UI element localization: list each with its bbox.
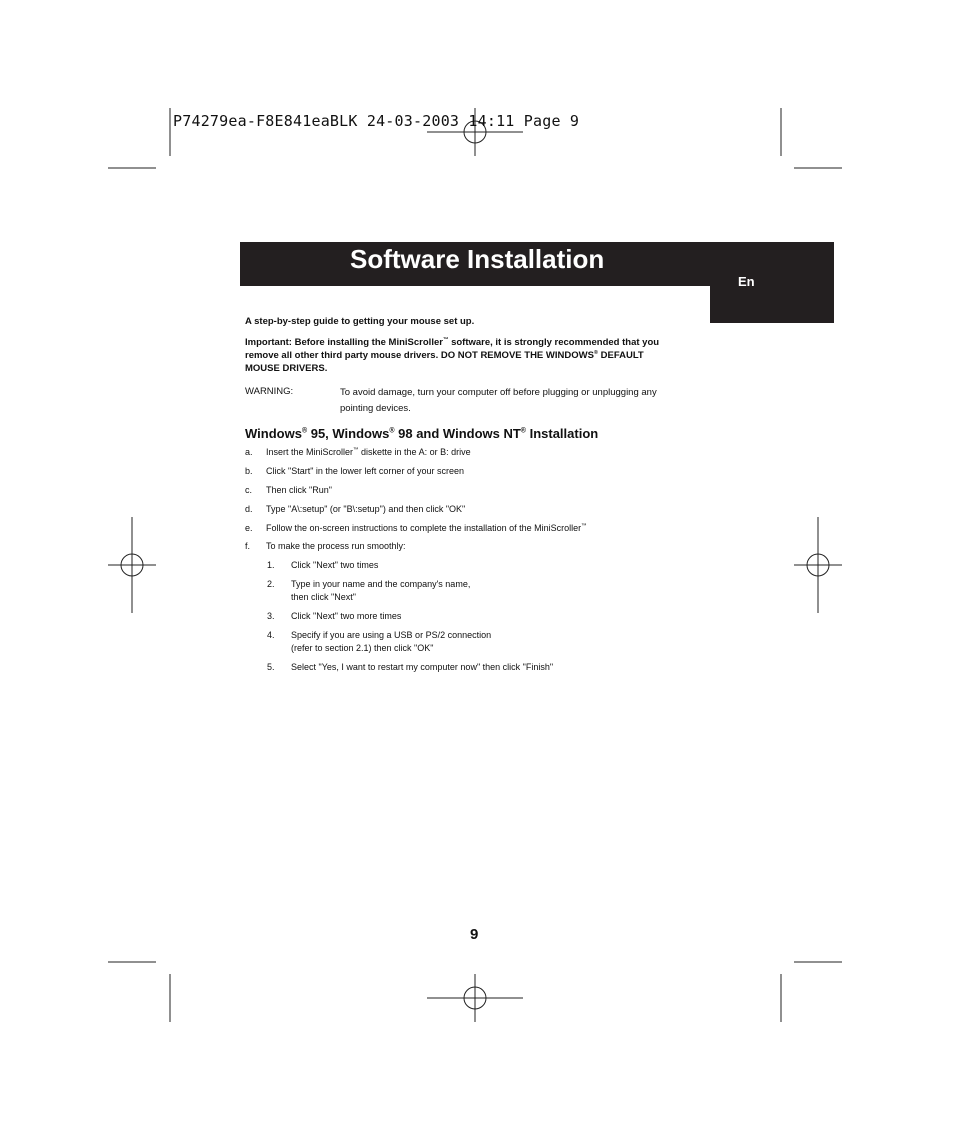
step-text: To make the process run smoothly:	[266, 541, 406, 551]
print-slug: P74279ea-F8E841eaBLK 24-03-2003 14:11 Page 9	[173, 112, 580, 130]
language-tab	[710, 286, 834, 323]
warning-text: To avoid damage, turn your computer off before plugging or unplugging any pointing devices.	[340, 387, 657, 414]
page-title: Software Installation	[350, 244, 605, 274]
intro-text: A step-by-step guide to getting your mouse set up.	[245, 316, 475, 327]
substep-text: Specify if you are using a USB or PS/2 connection (refer to section 2.1) then click "OK"	[291, 630, 492, 653]
important-note: Important: Before installing the MiniScroller™ software, it is strongly recommended that you remove all other third party mouse drivers. DO NOT REMOVE THE WINDOWS® DEFAULT MOUSE DRIVERS.	[245, 336, 660, 374]
step-text: Type "A\:setup" (or "B\:setup") and then click "OK"	[266, 504, 466, 514]
step-letter: b.	[245, 466, 253, 476]
section-heading: Windows® 95, Windows® 98 and Windows NT® Installation	[245, 426, 599, 441]
substep-number: 1.	[267, 560, 275, 570]
substep-number: 5.	[267, 662, 275, 672]
substep-number: 3.	[267, 611, 275, 621]
substep-number: 4.	[267, 630, 275, 640]
registration-mark-left	[108, 517, 156, 613]
substep-number: 2.	[267, 579, 275, 589]
step-letter: e.	[245, 523, 253, 533]
step-text: Insert the MiniScroller™ diskette in the A: or B: drive	[266, 447, 471, 457]
step-text: Click "Start" in the lower left corner of your screen	[266, 466, 464, 476]
substep-text: Type in your name and the company's name, then click "Next"	[291, 579, 471, 602]
substep-text: Click "Next" two more times	[291, 611, 402, 621]
step-text: Follow the on-screen instructions to complete the installation of the MiniScroller™	[266, 523, 587, 533]
step-text: Then click "Run"	[266, 485, 332, 495]
language-tab-label: En	[738, 274, 755, 289]
substep-text: Click "Next" two times	[291, 560, 379, 570]
warning-label: WARNING:	[245, 386, 294, 397]
step-letter: f.	[245, 541, 251, 551]
registration-mark-right	[794, 517, 842, 613]
substep-text: Select "Yes, I want to restart my computer now" then click "Finish"	[291, 662, 554, 672]
page-number: 9	[470, 926, 479, 943]
step-letter: a.	[245, 447, 253, 457]
step-letter: d.	[245, 504, 253, 514]
step-letter: c.	[245, 485, 253, 495]
registration-mark-bottom	[427, 974, 523, 1022]
